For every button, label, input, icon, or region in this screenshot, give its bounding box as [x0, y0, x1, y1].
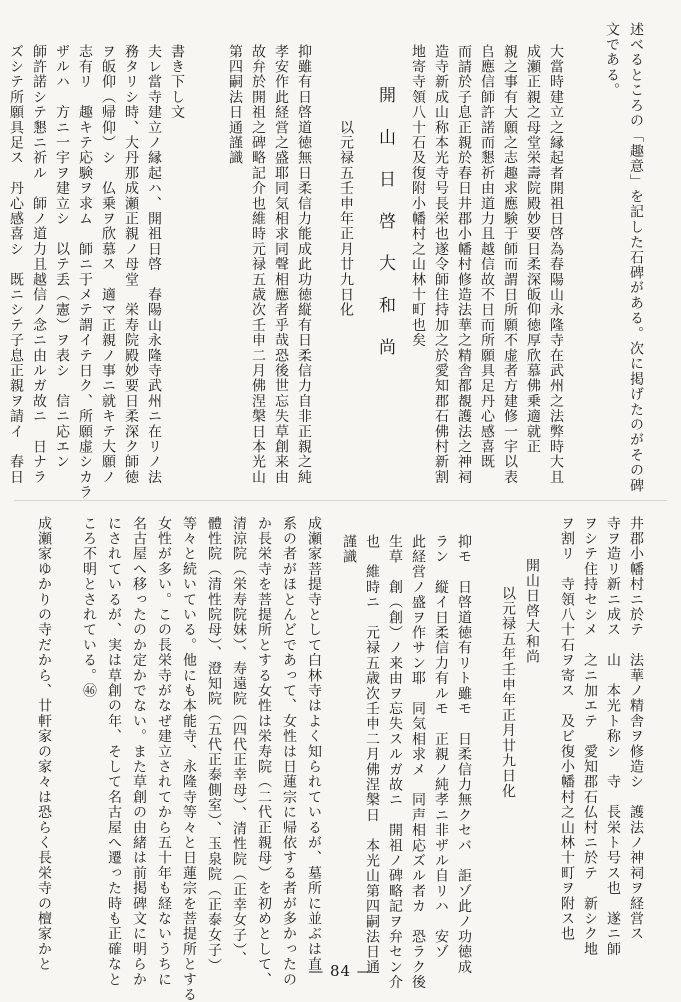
kudashi-line-7: ズシテ所願具足ス 丹心感喜シ 既ニシテ子息正親ヲ請イ 春日	[8, 44, 24, 485]
kanbun-line-7: 地寄寺領八十石及復附小幡村之山林十町也矣	[410, 44, 426, 348]
intro-line-1: 述べるところの「趣意」を記した石碑がある。次に掲げたのがその碑	[628, 22, 644, 494]
top-author: 開 山 日 啓 大 和 尚	[375, 86, 395, 359]
page-number: — 84 —	[308, 962, 373, 980]
commentary-line-1: 成瀬家菩提寺として白林寺はよく知られているが、墓所に並ぶは直	[306, 516, 322, 972]
intro-line-2: 文である。	[604, 22, 620, 98]
commentary-line-10: ころ不明とされている。㊻	[81, 516, 97, 699]
kudashi-line-2: 務タリシ時、大丹那成瀬正親ノ母堂 栄寿院殿妙要日柔深ク師徳	[123, 44, 139, 485]
kudashi-cont-line-1: 井郡小幡村ニ於テ 法華ノ精舎ヲ修造シ 護法ノ神祠ヲ経営ス	[628, 516, 644, 942]
top-inscription-line-4: 第四嗣法日通謹識	[227, 44, 243, 166]
kanbun-line-3: 親之事有大願之志趣求應験于師而謂日所願不虚者方建修一宇以表	[502, 44, 518, 485]
kanbun-line-2: 成瀬正親之母堂栄壽院殿妙要日柔深皈仰徳厚欣慕佛乗適就正	[525, 44, 541, 455]
top-inscription-line-3: 故弁於開祖之碑略記介也維時元禄五歳次壬申二月佛涅槃日本光山	[250, 44, 266, 485]
commentary-line-6: 等々と続いている。他にも本能寺、永隆寺等々と日蓮宗を菩提所とする	[181, 516, 197, 1002]
kanbun-line-6: 造寺新成山称本光寺号長栄也遂令師住持加之於愛知郡石佛村新割	[433, 44, 449, 485]
kanbun-line-1: 大當時建立之縁起者開祖日啓為春陽山永隆寺在武州之法弊時大且	[548, 44, 564, 485]
kudashi-heading: 書き下し文	[169, 44, 185, 120]
kudashi-line-6: 師許諾シテ懇ニ祈ル 師ノ道力且越信ノ念ニ由ルガ故ニ 日ナラ	[31, 44, 47, 485]
kudashi-cont-line-2: 寺ヲ造リ新ニ成ス 山 本光ト称シ 寺 長栄ト号ス也 遂ニ師	[605, 516, 621, 957]
commentary-line-5: 體性院（清性院母）、澄知院（五代正泰側室）、玉泉院（正泰女子）	[206, 516, 222, 974]
kudashi-line-1: 夫レ當寺建立ノ縁起ハ、開祖日啓 春陽山永隆寺武州ニ在リノ法	[146, 44, 162, 485]
top-inscription-line-2: 孝安作此経営之盛耶同気相求同聲相應者乎哉恐後世忘失草創来由	[273, 44, 289, 485]
kudashi-line-3: ヲ皈仰（帰仰）シ 仏乗ヲ欣慕ス 適マ正親ノ事ニ就キテ大願ノ	[100, 44, 116, 485]
kudashi-line-4: 志有リ 趣キテ応験ヲ求ム 師ニ于メテ謂イテ日ク、所願虚シカラ	[77, 44, 93, 500]
commentary-line-7: 女性が多い。この長栄寺がなぜ建立されてから五十年も経ないうちに	[156, 516, 172, 988]
section-divider	[14, 500, 667, 501]
commentary-line-8: 名古屋へ移ったのか定かでない。また草創の由緒は前掲碑文に明らか	[131, 516, 147, 988]
commentary-line-4: 清涼院（栄寿院妹）、寿遠院（四代正幸母）、清性院（正幸女子）、	[231, 516, 247, 967]
kudashi-cont-line-3: ヲシテ住持セシメ 之ニ加エテ 愛知郡石仏村ニ於テ 新シク地	[582, 516, 598, 957]
bottom-inscription-line-5: 也 維時ニ 元禄五歳次壬申二月佛涅槃日 本光山第四嗣法日通	[364, 534, 380, 975]
kudashi-cont-line-4: ヲ割リ 寺領八十石ヲ寄ス 及ビ復小幡村之山林十町ヲ附ス也	[559, 516, 575, 942]
commentary-line-11: 成瀬家ゆかりの寺だから、廿軒家の家々は恐らく長栄寺の檀家かと	[36, 516, 52, 972]
bottom-inscription-line-3: 此経営ノ盛ヲ作サン耶 同気相求メ 同声相応ズル者カ 恐ラク後	[410, 534, 426, 990]
kudashi-line-5: ザルハ 方ニ一宇ヲ建立シ 以テ丢（憲）ヲ表シ 信ニ応エン	[54, 44, 70, 470]
top-date: 以元禄五壬申年正月廿九日化	[338, 120, 354, 318]
bottom-author: 開山日啓大和尚	[524, 558, 540, 665]
bottom-inscription-line-1: 抑モ 日啓道徳有リト雖モ 日柔信力無クセバ 詎ゾ此ノ功徳成	[456, 534, 472, 975]
kanbun-line-4: 𠂤應信師許諾而懇祈由道力且越信故不日而所願具足丹心感喜既	[479, 44, 495, 470]
kanbun-line-5: 而請於子息正親於春日井郡小幡村修造法華之精舎都覩護法之神祠	[456, 44, 472, 485]
commentary-line-3: か長栄寺を菩提所とする女性は栄寿院（二代正親母）を初めとして、	[256, 516, 272, 988]
top-inscription-line-1: 抑雖有日啓道徳無日柔信力能成此功徳縦有日柔信力自非正親之純	[296, 44, 312, 485]
bottom-date: 以元禄五年壬申年正月廿九日化	[500, 586, 516, 799]
bottom-inscription-line-2: ラン 縦イ日柔信力有ルモ 正親ノ純孝ニ非ザル自リハ 安ゾ	[433, 534, 449, 960]
bottom-inscription-line-4: 生草 創（創）ノ来由ヲ忘失スルガ故ニ 開祖ノ碑略記ヲ弁セン介	[387, 534, 403, 990]
commentary-line-2: 系の者がほとんどであって、女性は日蓮宗に帰依する者が多かったの	[281, 516, 297, 988]
commentary-line-9: にされているが、実は草創の年、そして名古屋へ遷った時も正確なと	[106, 516, 122, 988]
bottom-inscription-line-6: 謹識	[341, 534, 357, 565]
